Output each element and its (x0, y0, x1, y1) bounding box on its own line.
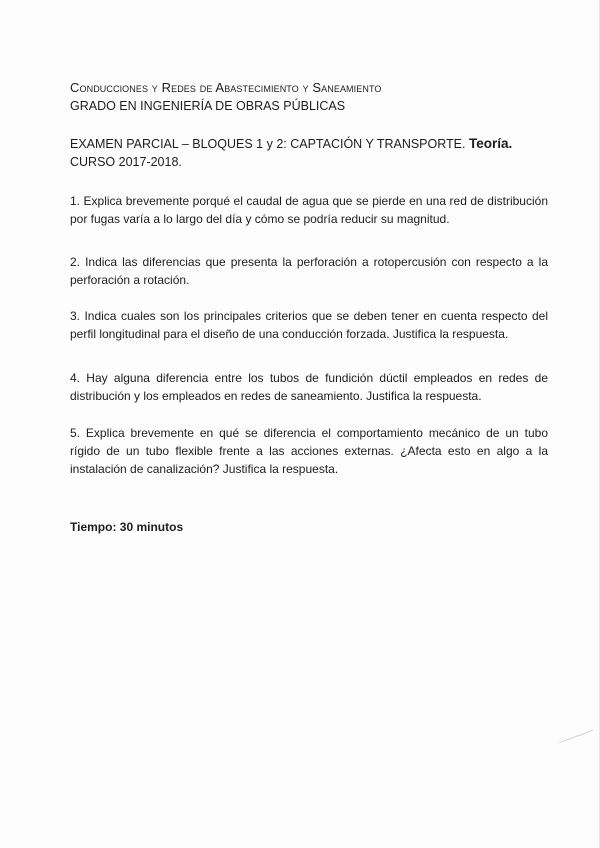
exam-time: Tiempo: 30 minutos (70, 520, 184, 534)
question-3: 3. Indica cuales son los principales criterios que se deben tener en cuenta respecto del perfil longitudinal para el diseño de una conducción forzada. Justifica la respuesta. (70, 309, 548, 341)
document-title: Conducciones y Redes de Abastecimiento y Saneamiento (70, 80, 382, 95)
exam-heading (70, 135, 550, 153)
question-4: 4. Hay alguna diferencia entre los tubos de fundición dúctil empleados en redes de distribución y los empleados en redes de saneamiento. Justifica la respuesta. (70, 371, 548, 403)
question-5: 5. Explica brevemente en qué se diferencia el comportamiento mecánico de un tubo rígido de un tubo flexible frente a las acciones externas. ¿Afecta esto en algo a la instalación de canalización? Justifica la respuesta. (70, 426, 548, 476)
document-header (70, 79, 550, 115)
exam-info (70, 135, 550, 171)
exam-type: Teoría. (468, 136, 513, 151)
document-subtitle: GRADO EN INGENIERÍA DE OBRAS PÚBLICAS (70, 99, 346, 113)
scan-mark (559, 730, 593, 743)
question-1: 1. Explica brevemente porqué el caudal de agua que se pierde en una red de distribución por fugas varía a lo largo del día y cómo se podría reducir su magnitud. (70, 194, 548, 226)
course-year: CURSO 2017-2018. (70, 155, 182, 169)
exam-label: EXAMEN PARCIAL – BLOQUES 1 y 2: CAPTACIÓN Y TRANSPORTE. (70, 137, 466, 151)
question-2: 2. Indica las diferencias que presenta la perforación a rotopercusión con respecto a la perforación a rotación. (70, 255, 548, 287)
